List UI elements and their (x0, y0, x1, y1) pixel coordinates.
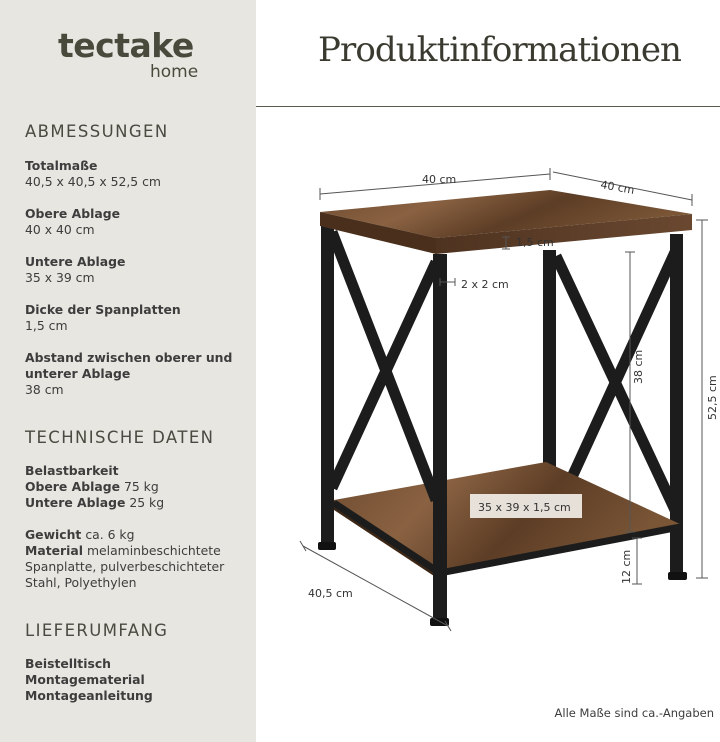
spec-label: Obere Ablage (25, 479, 120, 494)
spec-label: Material (25, 543, 83, 558)
front-leg-right (433, 254, 447, 620)
spec-value: 1,5 cm (25, 318, 68, 333)
back-leg-left (543, 250, 556, 472)
list-item: Montageanleitung (25, 688, 153, 703)
dim-lower-shelf: 35 x 39 x 1,5 cm (478, 501, 571, 514)
front-leg-left (321, 222, 334, 544)
footnote: Alle Maße sind ca.-Angaben (554, 706, 714, 720)
spec-value: 40,5 x 40,5 x 52,5 cm (25, 174, 162, 189)
brand-name: tectake (58, 26, 194, 65)
spec-value: 35 x 39 cm (25, 270, 95, 285)
spec-label: Abstand zwischen oberer und (25, 350, 233, 365)
spec-value: ca. 6 kg (85, 527, 135, 542)
dim-board-thickness: 1,5 cm (516, 236, 554, 249)
dim-gap: 38 cm (632, 349, 645, 384)
spec-label: Untere Ablage (25, 495, 126, 510)
spec-label: Dicke der Spanplatten (25, 302, 181, 317)
spec-label: Untere Ablage (25, 254, 126, 269)
spec-value: 25 kg (129, 495, 165, 510)
dim-floor-gap: 12 cm (620, 549, 633, 584)
foot (668, 572, 687, 580)
spec-value: 38 cm (25, 382, 64, 397)
list-item: Beistelltisch (25, 656, 112, 671)
spec-label: Totalmaße (25, 158, 98, 173)
spec-value: Spanplatte, pulverbeschichteter (25, 559, 225, 574)
dim-tube: 2 x 2 cm (461, 278, 509, 291)
dim-height: 52,5 cm (706, 375, 719, 420)
spec-label: Belastbarkeit (25, 463, 119, 478)
spec-value: Stahl, Polyethylen (25, 575, 137, 590)
list-item: Montagematerial (25, 672, 145, 687)
brand-sub: home (150, 62, 199, 82)
delivery-title: LIEFERUMFANG (25, 621, 169, 640)
spec-label: Gewicht (25, 527, 82, 542)
dimensions-title: ABMESSUNGEN (25, 122, 169, 141)
dim-depth-top: 40 cm (599, 178, 636, 197)
dim-width-top: 40 cm (422, 173, 457, 186)
spec-label: unterer Ablage (25, 366, 131, 381)
technical-title: TECHNISCHE DATEN (25, 428, 215, 447)
side-table-drawing (318, 190, 692, 626)
dim-base-width: 40,5 cm (308, 587, 353, 600)
spec-label: Obere Ablage (25, 206, 120, 221)
spec-value: melaminbeschichtete (86, 543, 221, 558)
spec-value: 40 x 40 cm (25, 222, 95, 237)
foot (318, 542, 336, 550)
spec-value: 75 kg (123, 479, 159, 494)
page-title: Produktinformationen (318, 30, 682, 70)
